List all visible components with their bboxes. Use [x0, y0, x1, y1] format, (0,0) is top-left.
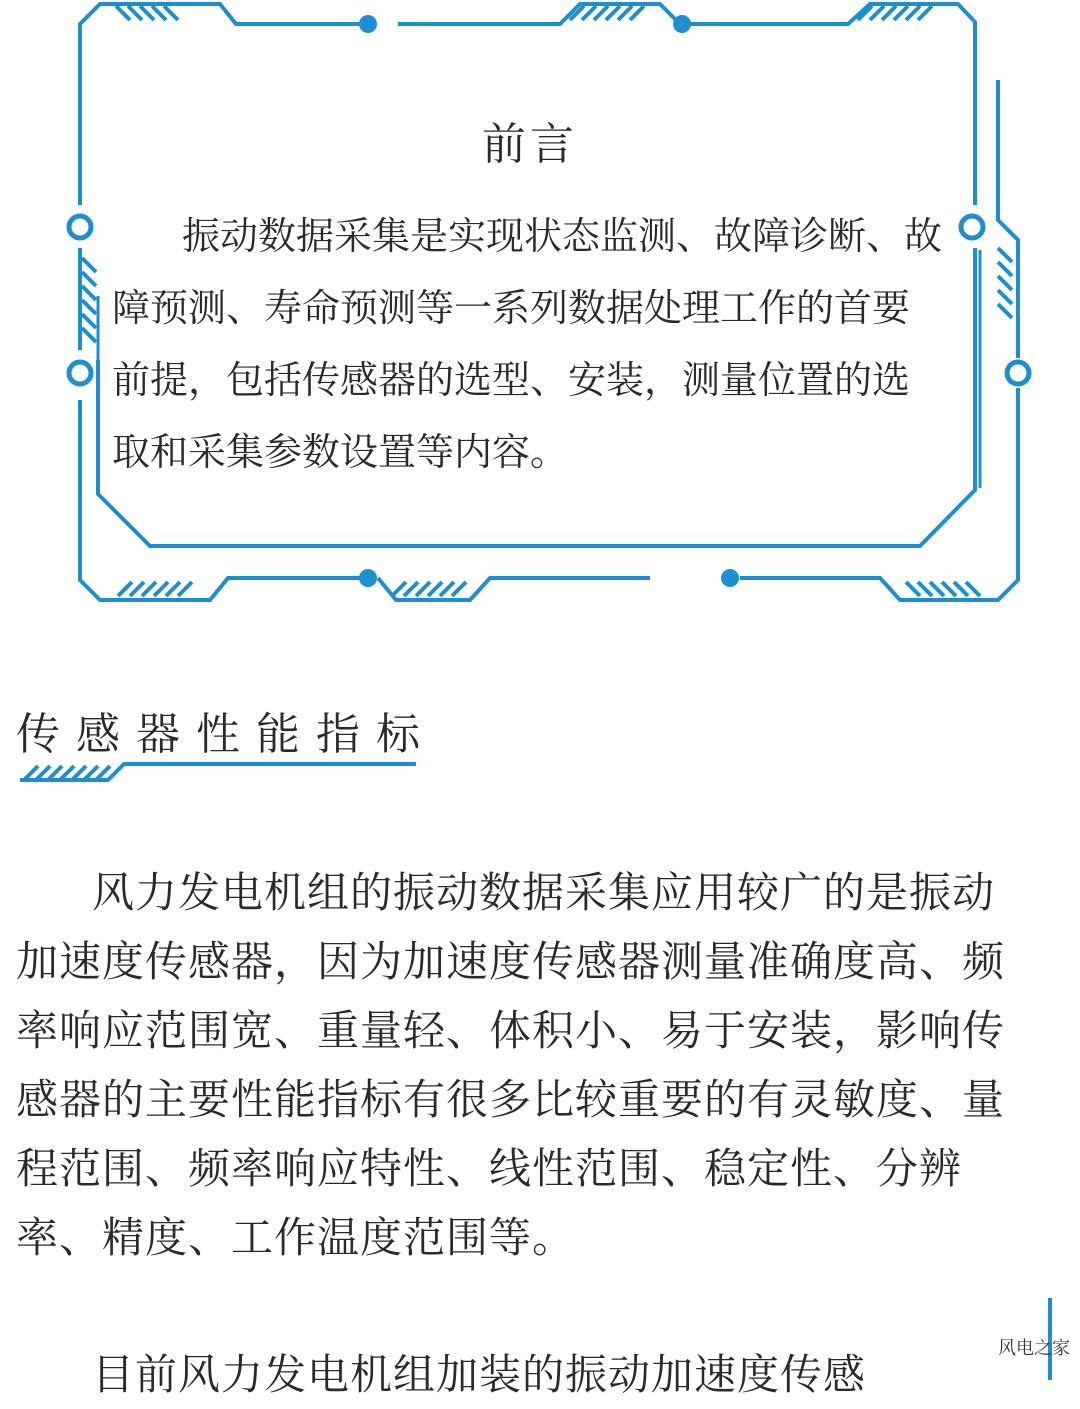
section-heading: 传感器性能指标 — [16, 709, 436, 760]
preface-body: 振动数据采集是实现状态监测、故障诊断、故障预测、寿命预测等一系列数据处理工作的首要前提，包括传感器的选型、安装，测量位置的选取和采集参数设置等内容。 — [112, 214, 943, 474]
body-paragraph-2: 目前风力发电机组加装的振动加速度传感 — [92, 1350, 867, 1399]
preface-title: 前言 — [482, 119, 578, 170]
watermark: 风电之家 — [998, 1338, 1070, 1359]
body-paragraph-1: 风力发电机组的振动数据采集应用较广的是振动加速度传感器，因为加速度传感器测量准确度高、频率响应范围宽、重量轻、体积小、易于安装，影响传感器的主要性能指标有很多比较重要的有灵敏度、量程范围、频率响应特性、线性范围、稳定性、分辨率、精度、工作温度范围等。 — [16, 868, 1006, 1262]
heading-underline — [16, 758, 420, 786]
